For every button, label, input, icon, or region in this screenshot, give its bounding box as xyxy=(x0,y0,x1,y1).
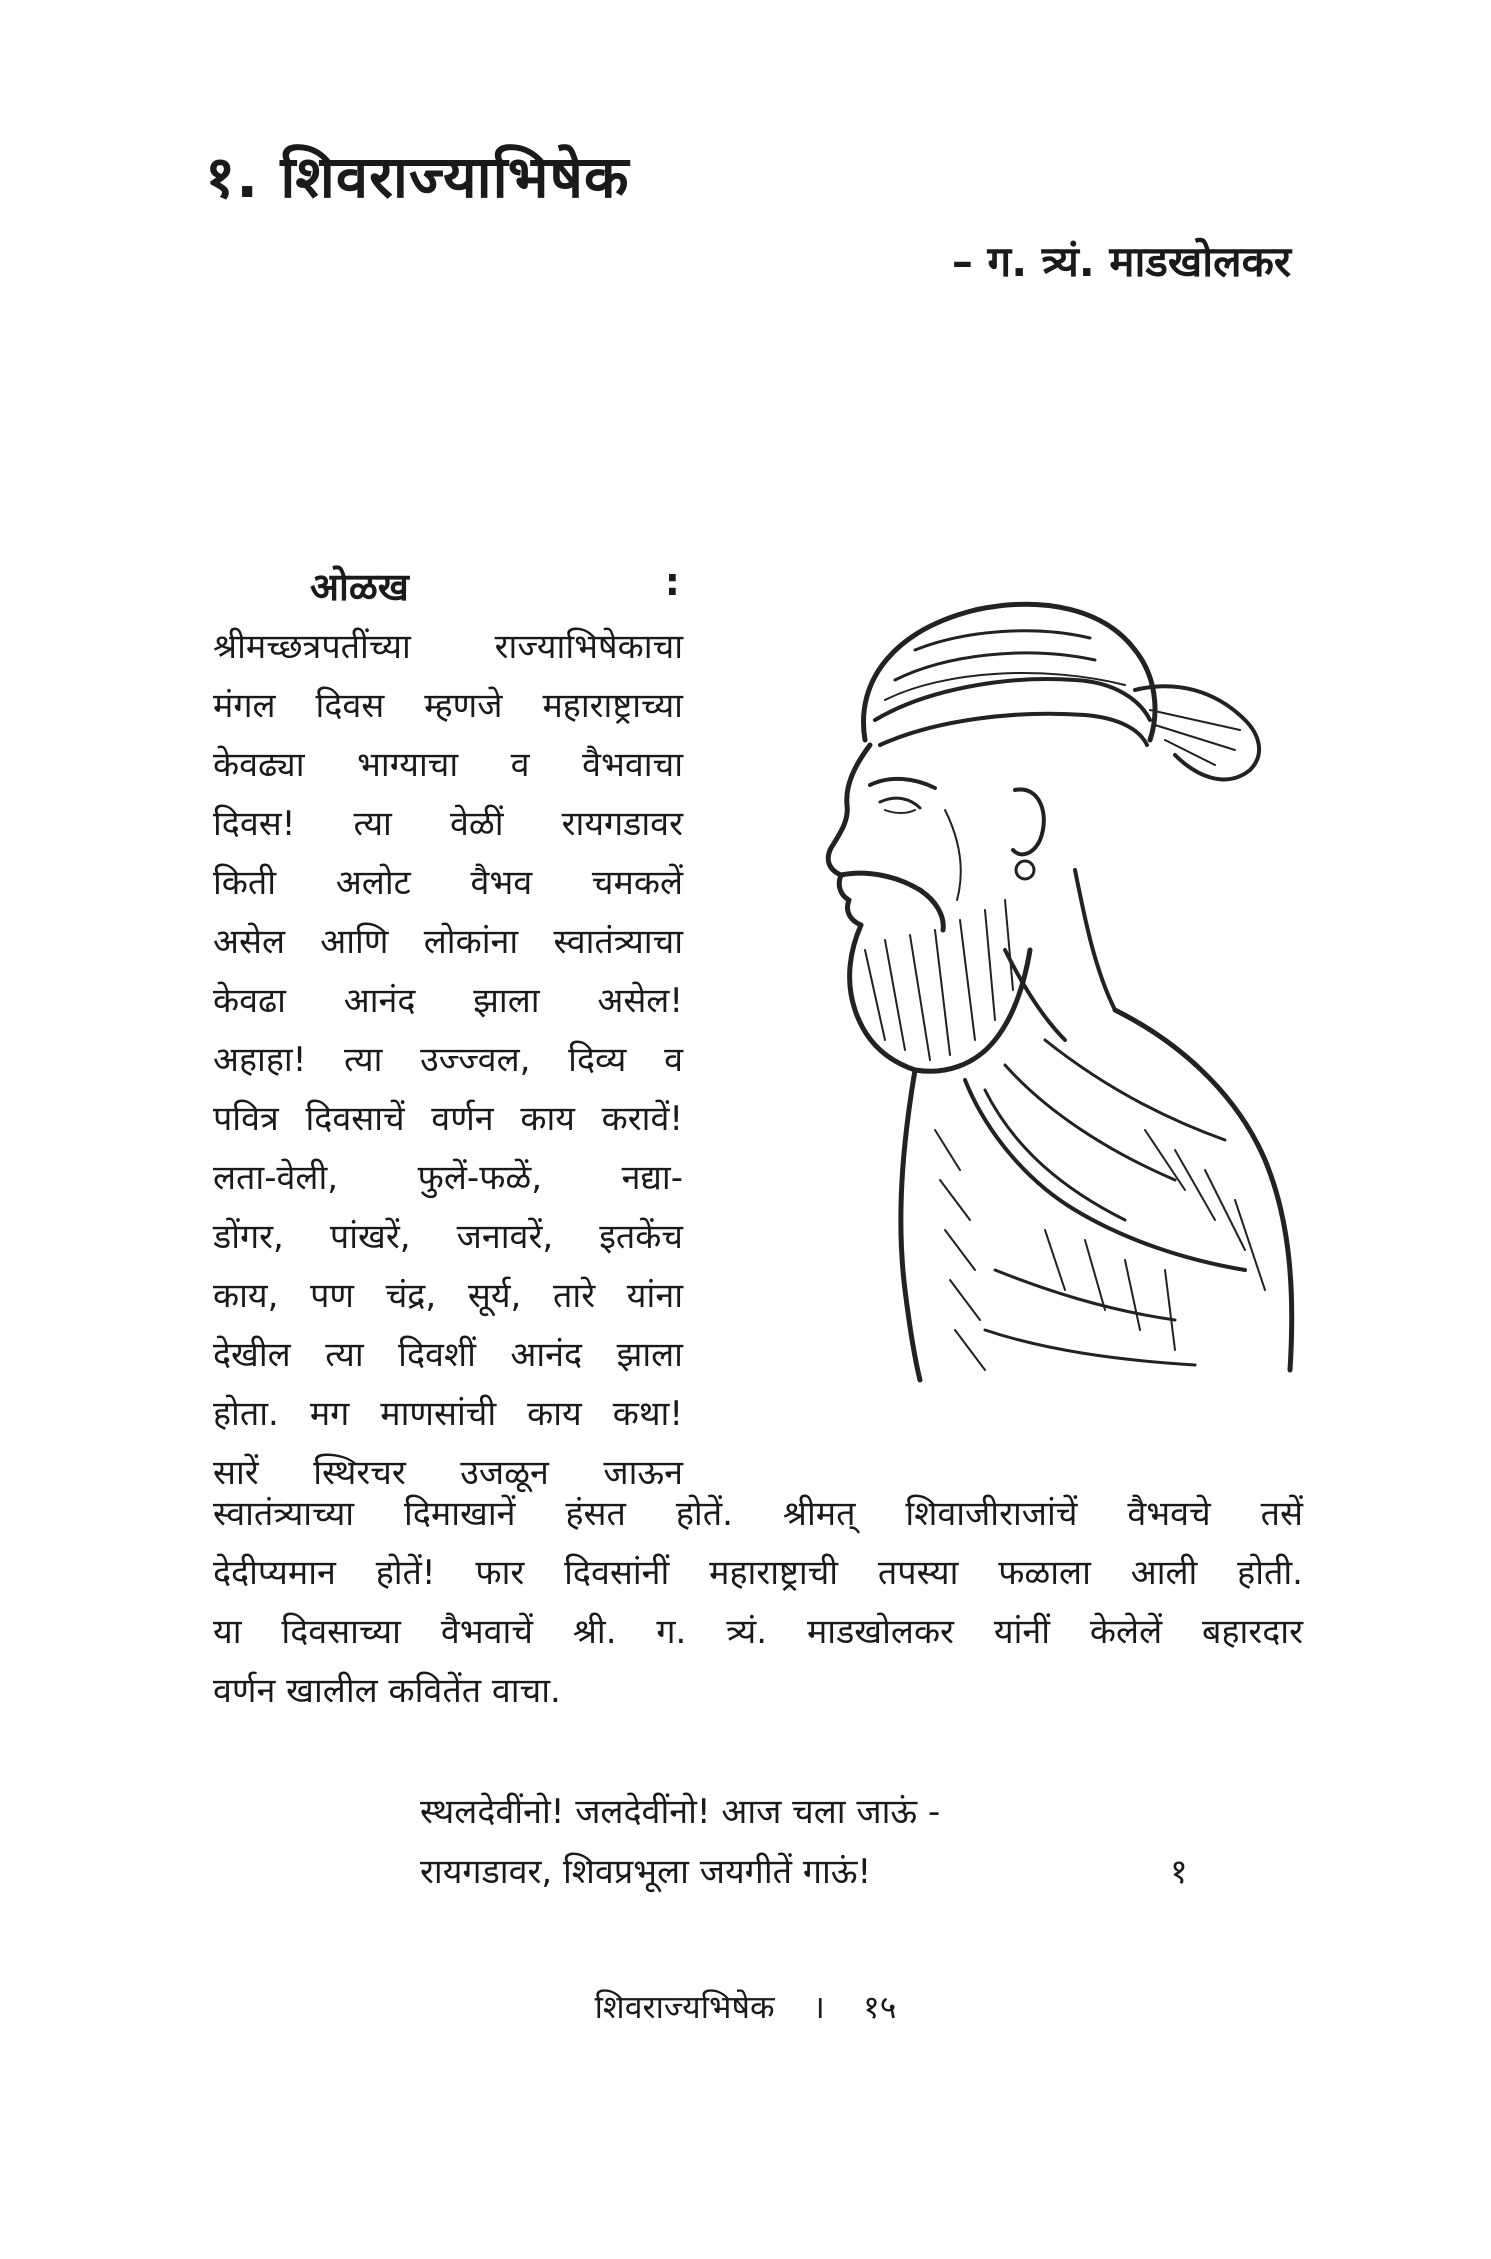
intro-heading-row xyxy=(310,560,680,612)
intro-line: डोंगर, पांखरें, जनावरें, इतकेंच xyxy=(213,1217,683,1257)
intro-line: पवित्र दिवसाचें वर्णन काय करावें! xyxy=(213,1099,683,1139)
intro-line: या दिवसाच्या वैभवाचें श्री. ग. त्र्यं. माडखोलकर यांनीं केलेलें बहारदार xyxy=(213,1612,1303,1652)
footer-separator: । xyxy=(812,1988,825,2026)
intro-line: केवढ्या भाग्याचा व वैभवाचा xyxy=(213,745,683,785)
intro-line: असेल आणि लोकांना स्वातंत्र्याचा xyxy=(213,922,683,962)
page-footer xyxy=(0,1985,1491,2028)
running-title: शिवराज्यभिषेक xyxy=(594,1988,775,2026)
intro-heading: ओळख xyxy=(310,565,409,609)
intro-full-column xyxy=(213,1485,1303,1721)
intro-line: काय, पण चंद्र, सूर्य, तारे यांना xyxy=(213,1276,683,1316)
stanza-number: १ xyxy=(1170,1852,1188,1892)
portrait-sketch-icon xyxy=(745,570,1305,1390)
intro-heading-colon: : xyxy=(664,560,680,604)
intro-line: श्रीमच्छत्रपतींच्या राज्याभिषेकाचा xyxy=(213,627,683,667)
poem-stanza xyxy=(420,1782,1220,1902)
intro-line: लता-वेली, फुलें-फळें, नद्या- xyxy=(213,1158,683,1198)
intro-narrow-column xyxy=(213,618,683,1503)
intro-line: देखील त्या दिवशीं आनंद झाला xyxy=(213,1335,683,1375)
chapter-author: – ग. त्र्यं. माडखोलकर xyxy=(951,237,1291,286)
intro-line: अहाहा! त्या उज्ज्वल, दिव्य व xyxy=(213,1040,683,1080)
intro-line: देदीप्यमान होतें! फार दिवसांनीं महाराष्ट्राची तपस्या फळाला आली होती. xyxy=(213,1553,1303,1593)
intro-line: होता. मग माणसांची काय कथा! xyxy=(213,1394,683,1434)
page-number: १५ xyxy=(863,1988,897,2026)
intro-line: किती अलोट वैभव चमकलें xyxy=(213,863,683,903)
intro-line: स्वातंत्र्याच्या दिमाखानें हंसत होतें. श्रीमत् शिवाजीराजांचें वैभवचे तसें xyxy=(213,1494,1303,1534)
intro-line: दिवस! त्या वेळीं रायगडावर xyxy=(213,804,683,844)
intro-line: सारें स्थिरचर उजळून जाऊन xyxy=(213,1453,683,1493)
poem-line: स्थलदेवींनो! जलदेवींनो! आज चला जाऊं - xyxy=(420,1792,941,1832)
chapter-title: १. शिवराज्याभिषेक xyxy=(205,143,630,211)
intro-line: वर्णन खालील कवितेंत वाचा. xyxy=(213,1671,561,1711)
poem-line: रायगडावर, शिवप्रभूला जयगीतें गाऊं! xyxy=(420,1852,872,1892)
intro-line: केवढा आनंद झाला असेल! xyxy=(213,981,683,1021)
intro-line: मंगल दिवस म्हणजे महाराष्ट्राच्या xyxy=(213,686,683,726)
